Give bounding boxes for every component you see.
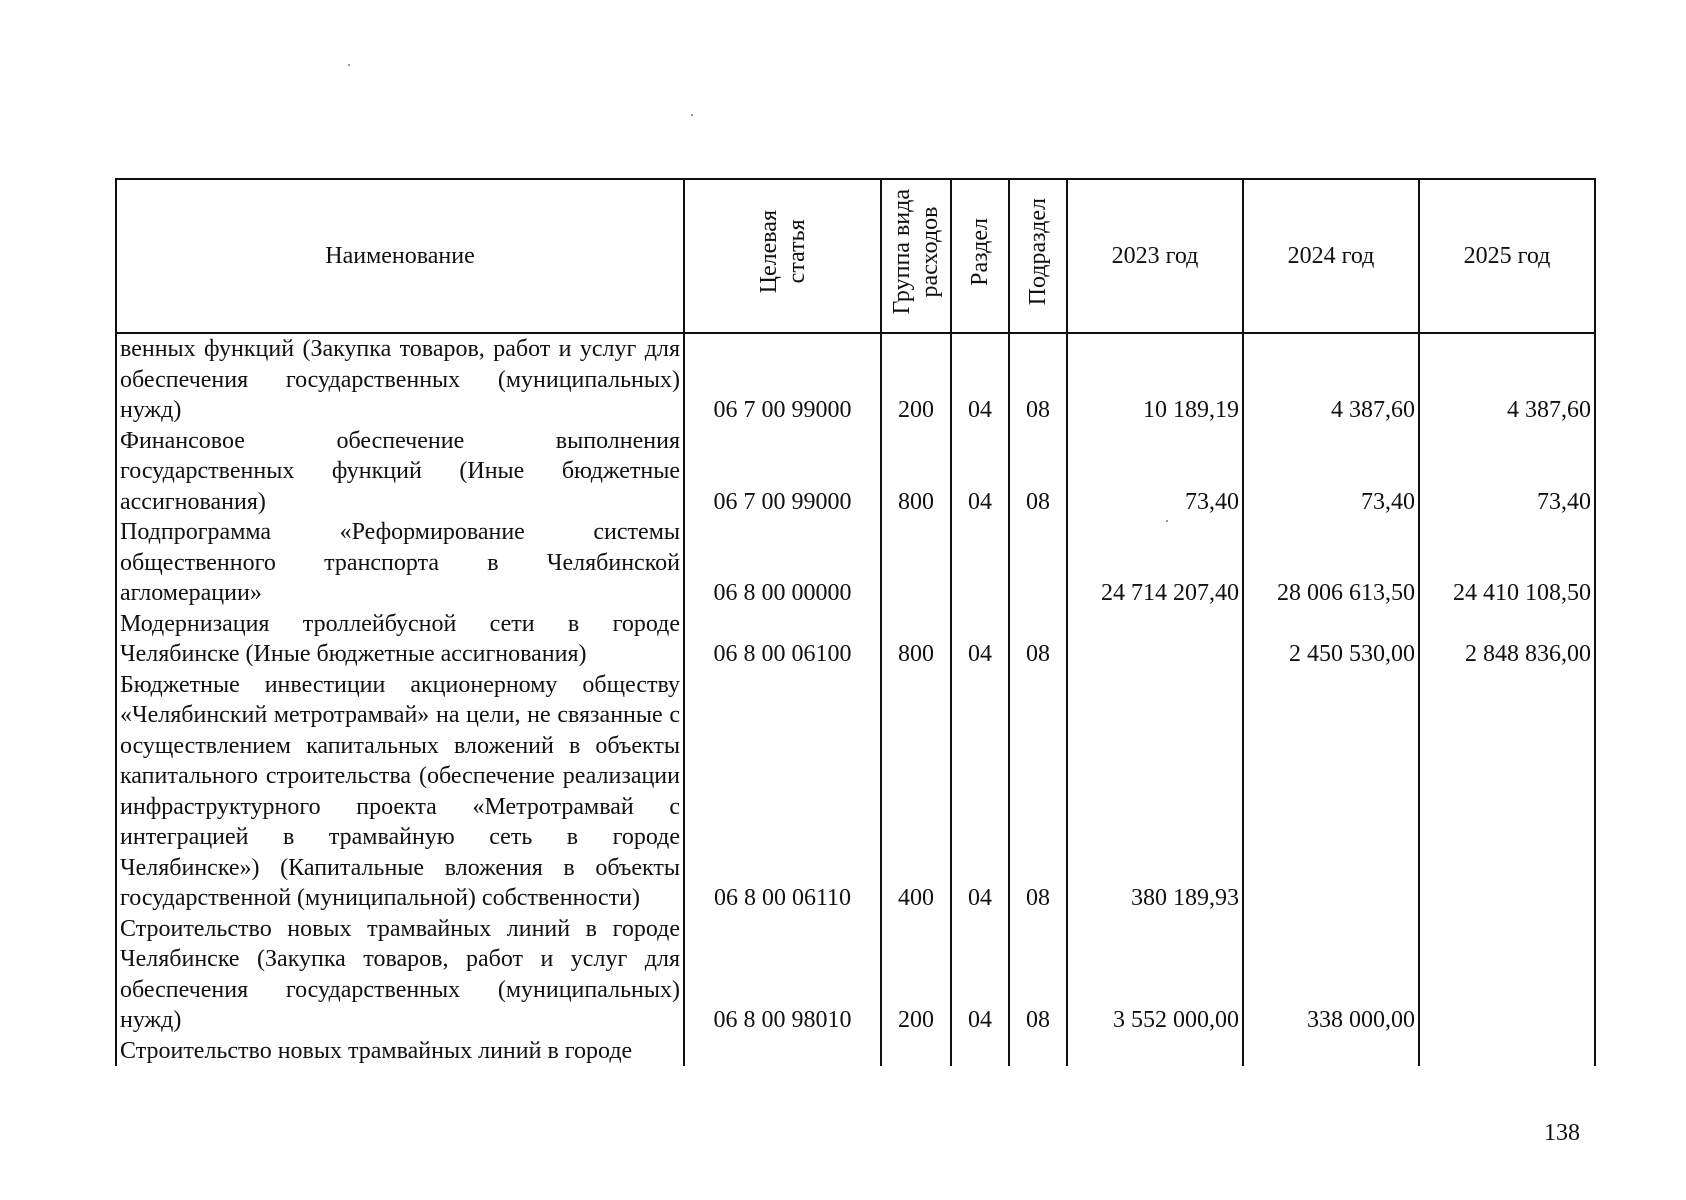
header-year-2023: 2023 год xyxy=(1067,179,1243,333)
row-2025: 24 410 108,50 xyxy=(1419,517,1595,609)
row-subsection: 08 xyxy=(1009,609,1067,670)
row-name: Бюджетные инвестиции акционерному обществу «Челябинский метротрамвай» на цели, не связанные с осуществлением капитальных вложений в объекты капитального строительства (обеспечение реализации инфраструктурного проекта «Метротрамвай с интеграцией в трамвайную сеть в городе Челябинске») (Капитальные вложения в объекты государственной (муниципальной) собственности) xyxy=(116,670,684,914)
table-row xyxy=(116,609,1595,670)
row-group: 200 xyxy=(881,914,951,1036)
row-code: 06 8 00 98010 xyxy=(684,914,881,1036)
row-section: 04 xyxy=(951,609,1009,670)
header-section: Раздел xyxy=(951,179,1009,333)
row-subsection xyxy=(1009,1036,1067,1067)
row-2025 xyxy=(1419,670,1595,914)
row-section: 04 xyxy=(951,333,1009,426)
header-subsection: Подраздел xyxy=(1009,179,1067,333)
row-group: 400 xyxy=(881,670,951,914)
header-target-article: Целевая статья xyxy=(684,179,881,333)
row-group xyxy=(881,517,951,609)
header-year-2025: 2025 год xyxy=(1419,179,1595,333)
row-2025 xyxy=(1419,914,1595,1036)
row-name: Модернизация троллейбусной сети в городе Челябинске (Иные бюджетные ассигнования) xyxy=(116,609,684,670)
row-2024 xyxy=(1243,1036,1419,1067)
row-section: 04 xyxy=(951,670,1009,914)
row-group: 200 xyxy=(881,333,951,426)
row-2023: 380 189,93 xyxy=(1067,670,1243,914)
row-name: Финансовое обеспечение выполнения государственных функций (Иные бюджетные ассигнования) xyxy=(116,426,684,518)
row-group xyxy=(881,1036,951,1067)
scan-speck xyxy=(691,114,693,116)
table-row xyxy=(116,426,1595,518)
row-subsection: 08 xyxy=(1009,426,1067,518)
row-name: Подпрограмма «Реформирование системы общественного транспорта в Челябинской агломерации» xyxy=(116,517,684,609)
row-2024: 73,40 xyxy=(1243,426,1419,518)
row-subsection: 08 xyxy=(1009,670,1067,914)
header-name: Наименование xyxy=(116,179,684,333)
table-row xyxy=(116,914,1595,1036)
row-code: 06 8 00 06100 xyxy=(684,609,881,670)
row-2025 xyxy=(1419,1036,1595,1067)
row-2023 xyxy=(1067,609,1243,670)
row-section xyxy=(951,517,1009,609)
row-2023: 3 552 000,00 xyxy=(1067,914,1243,1036)
row-group: 800 xyxy=(881,609,951,670)
row-name: Строительство новых трамвайных линий в городе xyxy=(116,1036,684,1067)
row-2025: 4 387,60 xyxy=(1419,333,1595,426)
row-subsection: 08 xyxy=(1009,333,1067,426)
row-2024 xyxy=(1243,670,1419,914)
row-code: 06 7 00 99000 xyxy=(684,333,881,426)
row-code: 06 8 00 06110 xyxy=(684,670,881,914)
row-section xyxy=(951,1036,1009,1067)
budget-table xyxy=(115,178,1596,1066)
table-header-row xyxy=(116,179,1595,333)
row-2023: 10 189,19 xyxy=(1067,333,1243,426)
row-subsection xyxy=(1009,517,1067,609)
row-group: 800 xyxy=(881,426,951,518)
row-2023: 73,40 xyxy=(1067,426,1243,518)
table-row xyxy=(116,333,1595,426)
row-2023 xyxy=(1067,1036,1243,1067)
row-2024: 4 387,60 xyxy=(1243,333,1419,426)
header-expense-group: Группа вида расходов xyxy=(881,179,951,333)
scan-speck xyxy=(348,64,350,66)
row-2025: 73,40 xyxy=(1419,426,1595,518)
row-name: Строительство новых трамвайных линий в городе Челябинске (Закупка товаров, работ и услуг для обеспечения государственных (муниципальных) нужд) xyxy=(116,914,684,1036)
row-section: 04 xyxy=(951,914,1009,1036)
row-2024: 2 450 530,00 xyxy=(1243,609,1419,670)
table-row xyxy=(116,670,1595,914)
row-2024: 28 006 613,50 xyxy=(1243,517,1419,609)
row-section: 04 xyxy=(951,426,1009,518)
row-name: венных функций (Закупка товаров, работ и услуг для обеспечения государственных (муниципальных) нужд) xyxy=(116,333,684,426)
row-2025: 2 848 836,00 xyxy=(1419,609,1595,670)
table-row xyxy=(116,517,1595,609)
row-2023: 24 714 207,40 xyxy=(1067,517,1243,609)
row-2024: 338 000,00 xyxy=(1243,914,1419,1036)
table-row xyxy=(116,1036,1595,1067)
row-code: 06 8 00 00000 xyxy=(684,517,881,609)
row-subsection: 08 xyxy=(1009,914,1067,1036)
header-year-2024: 2024 год xyxy=(1243,179,1419,333)
row-code xyxy=(684,1036,881,1067)
row-code: 06 7 00 99000 xyxy=(684,426,881,518)
page-number: 138 xyxy=(1544,1120,1580,1146)
